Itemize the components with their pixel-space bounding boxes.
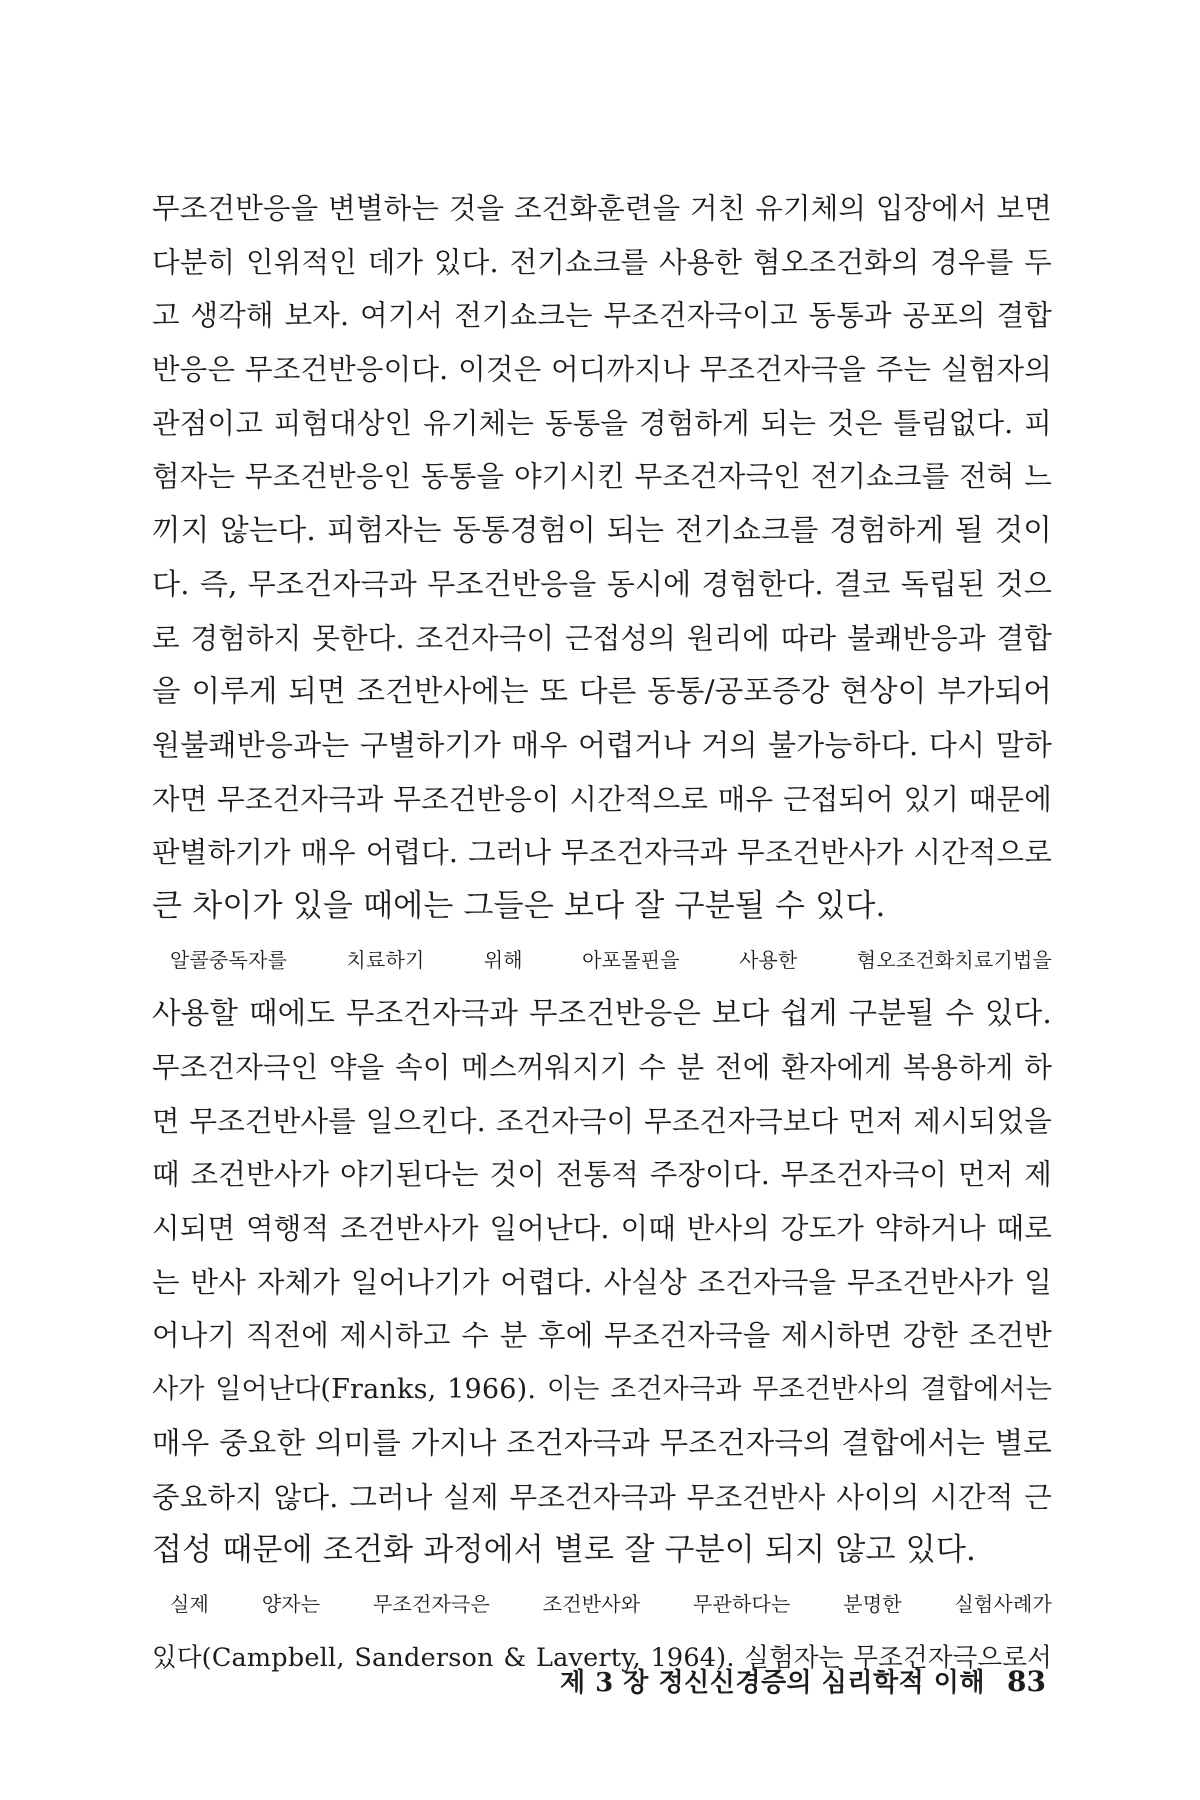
chapter-title: 제 3 장 정신신경증의 심리학적 이해 <box>560 1668 985 1698</box>
text-line: 는 반사 자체가 일어나기가 어렵다. 사실상 조건자극을 무조건반사가 일 <box>152 1265 1052 1299</box>
text-line: 면 무조건반사를 일으킨다. 조건자극이 무조건자극보다 먼저 제시되었을 <box>152 1104 1052 1138</box>
text-line: 끼지 않는다. 피험자는 동통경험이 되는 전기쇼크를 경험하게 될 것이 <box>152 513 1052 548</box>
text-line: 사가 일어난다(Franks, 1966). 이는 조건자극과 무조건반사의 결합에서는 <box>152 1374 1052 1406</box>
text-line: 중요하지 않다. 그러나 실제 무조건자극과 무조건반사 사이의 시간적 근 <box>152 1480 1052 1514</box>
text-line: 있다(Campbell, Sanderson & Laverty, 1964). 실험자는 무조건자극으로서 <box>152 1642 1052 1673</box>
text-line: 판별하기가 매우 어렵다. 그러나 무조건자극과 무조건반사가 시간적으로 <box>152 836 1052 870</box>
text-line: 험자는 무조건반응인 동통을 야기시킨 무조건자극인 전기쇼크를 전혀 느 <box>152 460 1052 494</box>
text-line: 무조건반응을 변별하는 것을 조건화훈련을 거친 유기체의 입장에서 보면 <box>152 192 1052 225</box>
page-number: 83 <box>1006 1665 1046 1698</box>
paragraph-end-line: 접성 때문에 조건화 과정에서 별로 잘 구분이 되지 않고 있다. <box>152 1532 977 1569</box>
body-text <box>152 182 1052 1685</box>
text-line: 다. 즉, 무조건자극과 무조건반응을 동시에 경험한다. 결코 독립된 것으 <box>152 566 1052 601</box>
text-line: 자면 무조건자극과 무조건반응이 시간적으로 매우 근접되어 있기 때문에 <box>152 782 1052 816</box>
text-line: 원불쾌반응과는 구별하기가 매우 어렵거나 거의 불가능하다. 다시 말하 <box>152 727 1052 762</box>
text-line: 때 조건반사가 야기된다는 것이 전통적 주장이다. 무조건자극이 먼저 제 <box>152 1158 1052 1192</box>
text-line: 관점이고 피험대상인 유기체는 동통을 경험하게 되는 것은 틀림없다. 피 <box>152 406 1052 440</box>
text-line: 을 이루게 되면 조건반사에는 또 다른 동통/공포증강 현상이 부가되어 <box>152 674 1052 709</box>
paragraph-start-line: 알콜중독자를 치료하기 위해 아포몰핀을 사용한 혐오조건화치료기법을 <box>170 947 1052 972</box>
text-line: 로 경험하지 못한다. 조건자극이 근접성의 원리에 따라 불쾌반응과 결합 <box>152 621 1052 655</box>
running-footer <box>560 1662 1046 1703</box>
text-line: 어나기 직전에 제시하고 수 분 후에 무조건자극을 제시하면 강한 조건반 <box>152 1319 1052 1353</box>
text-line: 다분히 인위적인 데가 있다. 전기쇼크를 사용한 혐오조건화의 경우를 두 <box>152 245 1052 279</box>
paragraph-start-line: 실제 양자는 무조건자극은 조건반사와 무관하다는 분명한 실험사례가 <box>170 1591 1052 1616</box>
text-line: 고 생각해 보자. 여기서 전기쇼크는 무조건자극이고 동통과 공포의 결합 <box>152 299 1052 333</box>
text-line: 매우 중요한 의미를 가지나 조건자극과 무조건자극의 결합에서는 별로 <box>152 1425 1052 1460</box>
text-line: 시되면 역행적 조건반사가 일어난다. 이때 반사의 강도가 약하거나 때로 <box>152 1212 1052 1246</box>
paragraph-end-line: 큰 차이가 있을 때에는 그들은 보다 잘 구분될 수 있다. <box>152 887 886 924</box>
text-line: 반응은 무조건반응이다. 이것은 어디까지나 무조건자극을 주는 실험자의 <box>152 353 1052 387</box>
text-line: 무조건자극인 약을 속이 메스꺼워지기 수 분 전에 환자에게 복용하게 하 <box>152 1051 1052 1084</box>
text-line: 사용할 때에도 무조건자극과 무조건반응은 보다 쉽게 구분될 수 있다. <box>152 996 1052 1031</box>
